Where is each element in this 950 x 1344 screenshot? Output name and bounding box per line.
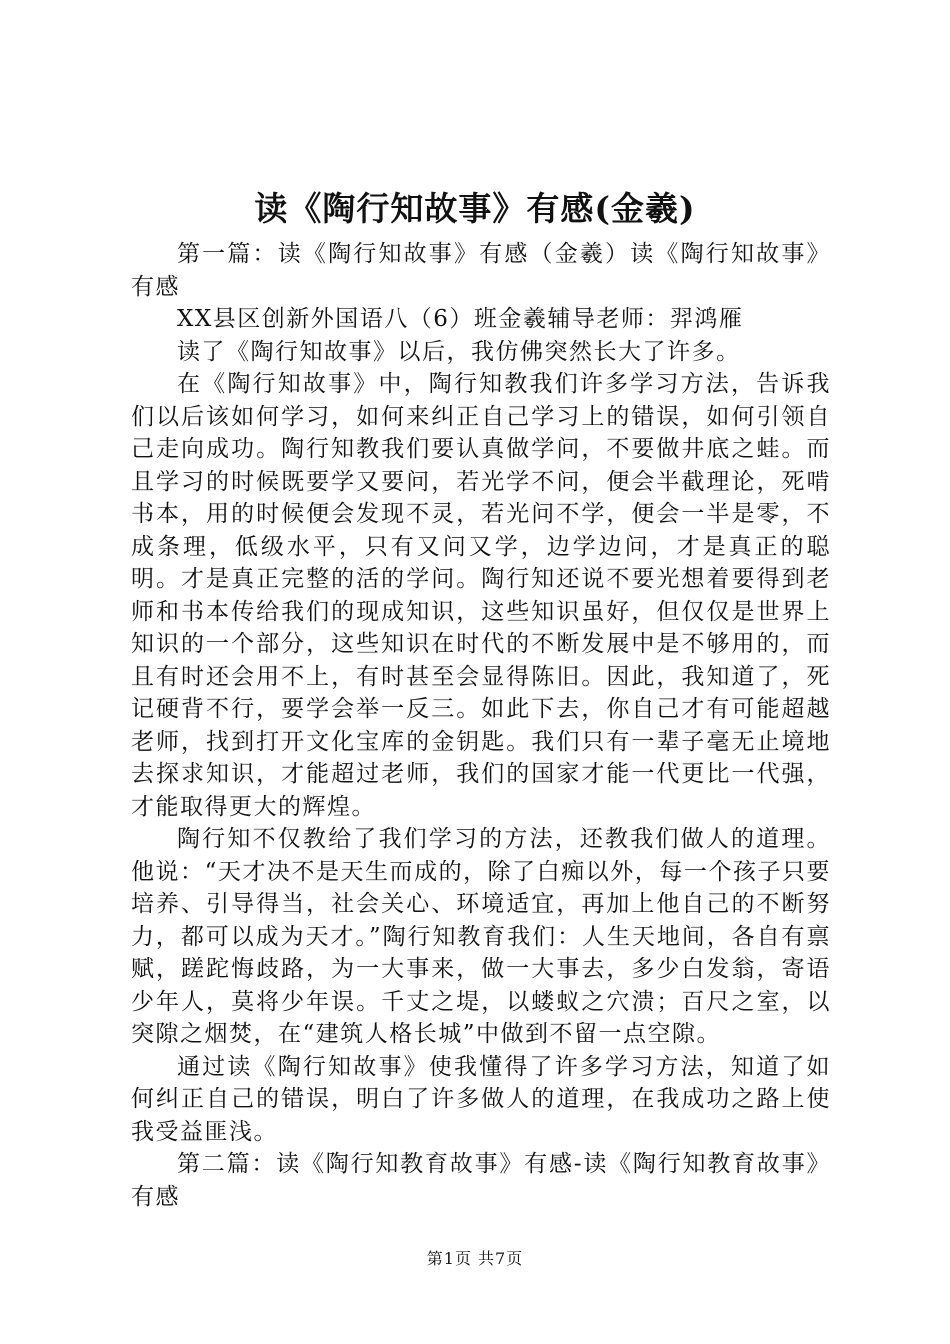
paragraph: 通过读《陶行知故事》使我懂得了许多学习方法，知道了如何纠正自己的错误，明白了许多做人的道理，在我成功之路上使我受益匪浅。 [131, 1053, 831, 1145]
paragraph: 陶行知不仅教给了我们学习的方法，还教我们做人的道理。他说：“天才决不是天生而成的，除了白痴以外，每一个孩子只要培养、引导得当，社会关心、环境适宜，再加上他自己的不断努力，都可以成为天才。”陶行知教育我们：人生天地间，各自有禀赋，蹉跎悔歧路，为一大事来，做一大事去，多少白发翁，寄语少年人，莫将少年误。千丈之堤，以蝼蚁之穴溃；百尺之室，以突隙之烟焚，在“建筑人格长城”中做到不留一点空隙。 [131, 826, 831, 1047]
author-line: XX县区创新外国语八（6）班金羲辅导老师：羿鸿雁 [177, 306, 744, 332]
section-heading-1: 第一篇：读《陶行知故事》有感（金羲）读《陶行知故事》有感 [131, 241, 831, 300]
document-body [131, 238, 831, 1213]
paragraph: 在《陶行知故事》中，陶行知教我们许多学习方法，告诉我们以后该如何学习，如何来纠正自己学习上的错误，如何引领自己走向成功。陶行知教我们要认真做学问，不要做井底之蛙。而且学习的时候既要学又要问，若光学不问，便会半截理论，死啃书本，用的时候便会发现不灵，若光问不学，便会一半是零，不成条理，低级水平，只有又问又学，边学边问，才是真正的聪明。才是真正完整的活的学问。陶行知还说不要光想着要得到老师和书本传给我们的现成知识，这些知识虽好，但仅仅是世界上知识的一个部分，这些知识在时代的不断发展中是不够用的，而且有时还会用不上，有时甚至会显得陈旧。因此，我知道了，死记硬背不行，要学会举一反三。如此下去，你自己才有可能超越老师，找到打开文化宝库的金钥匙。我们只有一辈子毫无止境地去探求知识，才能超过老师，我们的国家才能一代更比一代强，才能取得更大的辉煌。 [131, 371, 831, 820]
document-title: 读《陶行知故事》有感(金羲) [254, 189, 696, 228]
section-heading-2: 第二篇：读《陶行知教育故事》有感-读《陶行知教育故事》有感 [131, 1151, 831, 1210]
page-number-footer: 第1页 共7页 [426, 1249, 524, 1268]
paragraph: 读了《陶行知故事》以后，我仿佛突然长大了许多。 [177, 338, 741, 365]
